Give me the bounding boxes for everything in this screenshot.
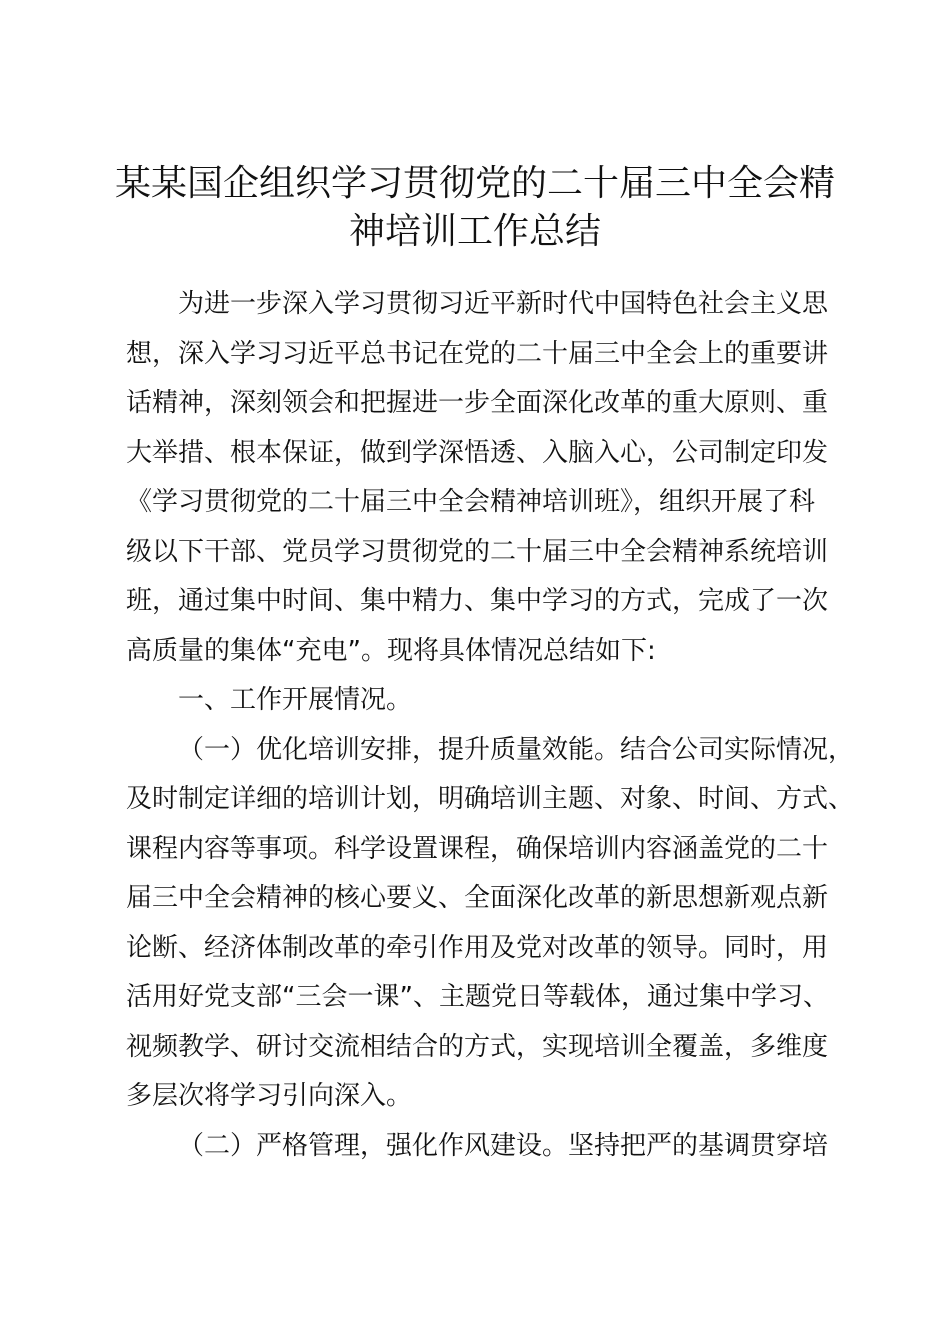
paragraph-line: 及时制定详细的培训计划，明确培训主题、对象、时间、方式、 (126, 784, 855, 814)
paragraph-line: 课程内容等事项。科学设置课程，确保培训内容涵盖党的二十 (126, 833, 829, 864)
paragraph-line: 大举措、根本保证，做到学深悟透、入脑入心，公司制定印发 (126, 437, 829, 468)
paragraph-line: 级以下干部、党员学习贯彻党的二十届三中全会精神系统培训 (126, 536, 829, 567)
subsection-line: （一）优化培训安排，提升质量效能。结合公司实际情况， (178, 734, 855, 765)
document-title (110, 160, 840, 256)
title-line-1: 某某国企组织学习贯彻党的二十届三中全会精 (114, 163, 835, 204)
paragraph-line: 话精神，深刻领会和把握进一步全面深化改革的重大原则、重 (126, 388, 829, 418)
paragraph-line: 论断、经济体制改革的牵引作用及党对改革的领导。同时，用 (126, 932, 829, 963)
section-heading: 一、工作开展情况。 (178, 685, 413, 715)
subsection-line: （二）严格管理，强化作风建设。坚持把严的基调贯穿培 (178, 1130, 829, 1161)
paragraph-line: 为进一步深入学习贯彻习近平新时代中国特色社会主义思 (178, 289, 829, 319)
document-body (126, 280, 856, 1171)
paragraph-line: 届三中全会精神的核心要义、全面深化改革的新思想新观点新 (126, 883, 829, 913)
paragraph-line: 想，深入学习习近平总书记在党的二十届三中全会上的重要讲 (126, 338, 829, 369)
paragraph-line: 《学习贯彻党的二十届三中全会精神培训班》，组织开展了科 (126, 487, 816, 517)
title-line-2: 神培训工作总结 (348, 211, 601, 252)
paragraph-line: 班，通过集中时间、集中精力、集中学习的方式，完成了一次 (126, 586, 829, 616)
paragraph-line: 视频教学、研讨交流相结合的方式，实现培训全覆盖，多维度 (126, 1031, 829, 1062)
paragraph-line: 活用好党支部“三会一课”、主题党日等载体，通过集中学习、 (126, 982, 829, 1012)
paragraph-line: 多层次将学习引向深入。 (126, 1081, 413, 1111)
paragraph-line: 高质量的集体“充电”。现将具体情况总结如下: (126, 635, 656, 666)
